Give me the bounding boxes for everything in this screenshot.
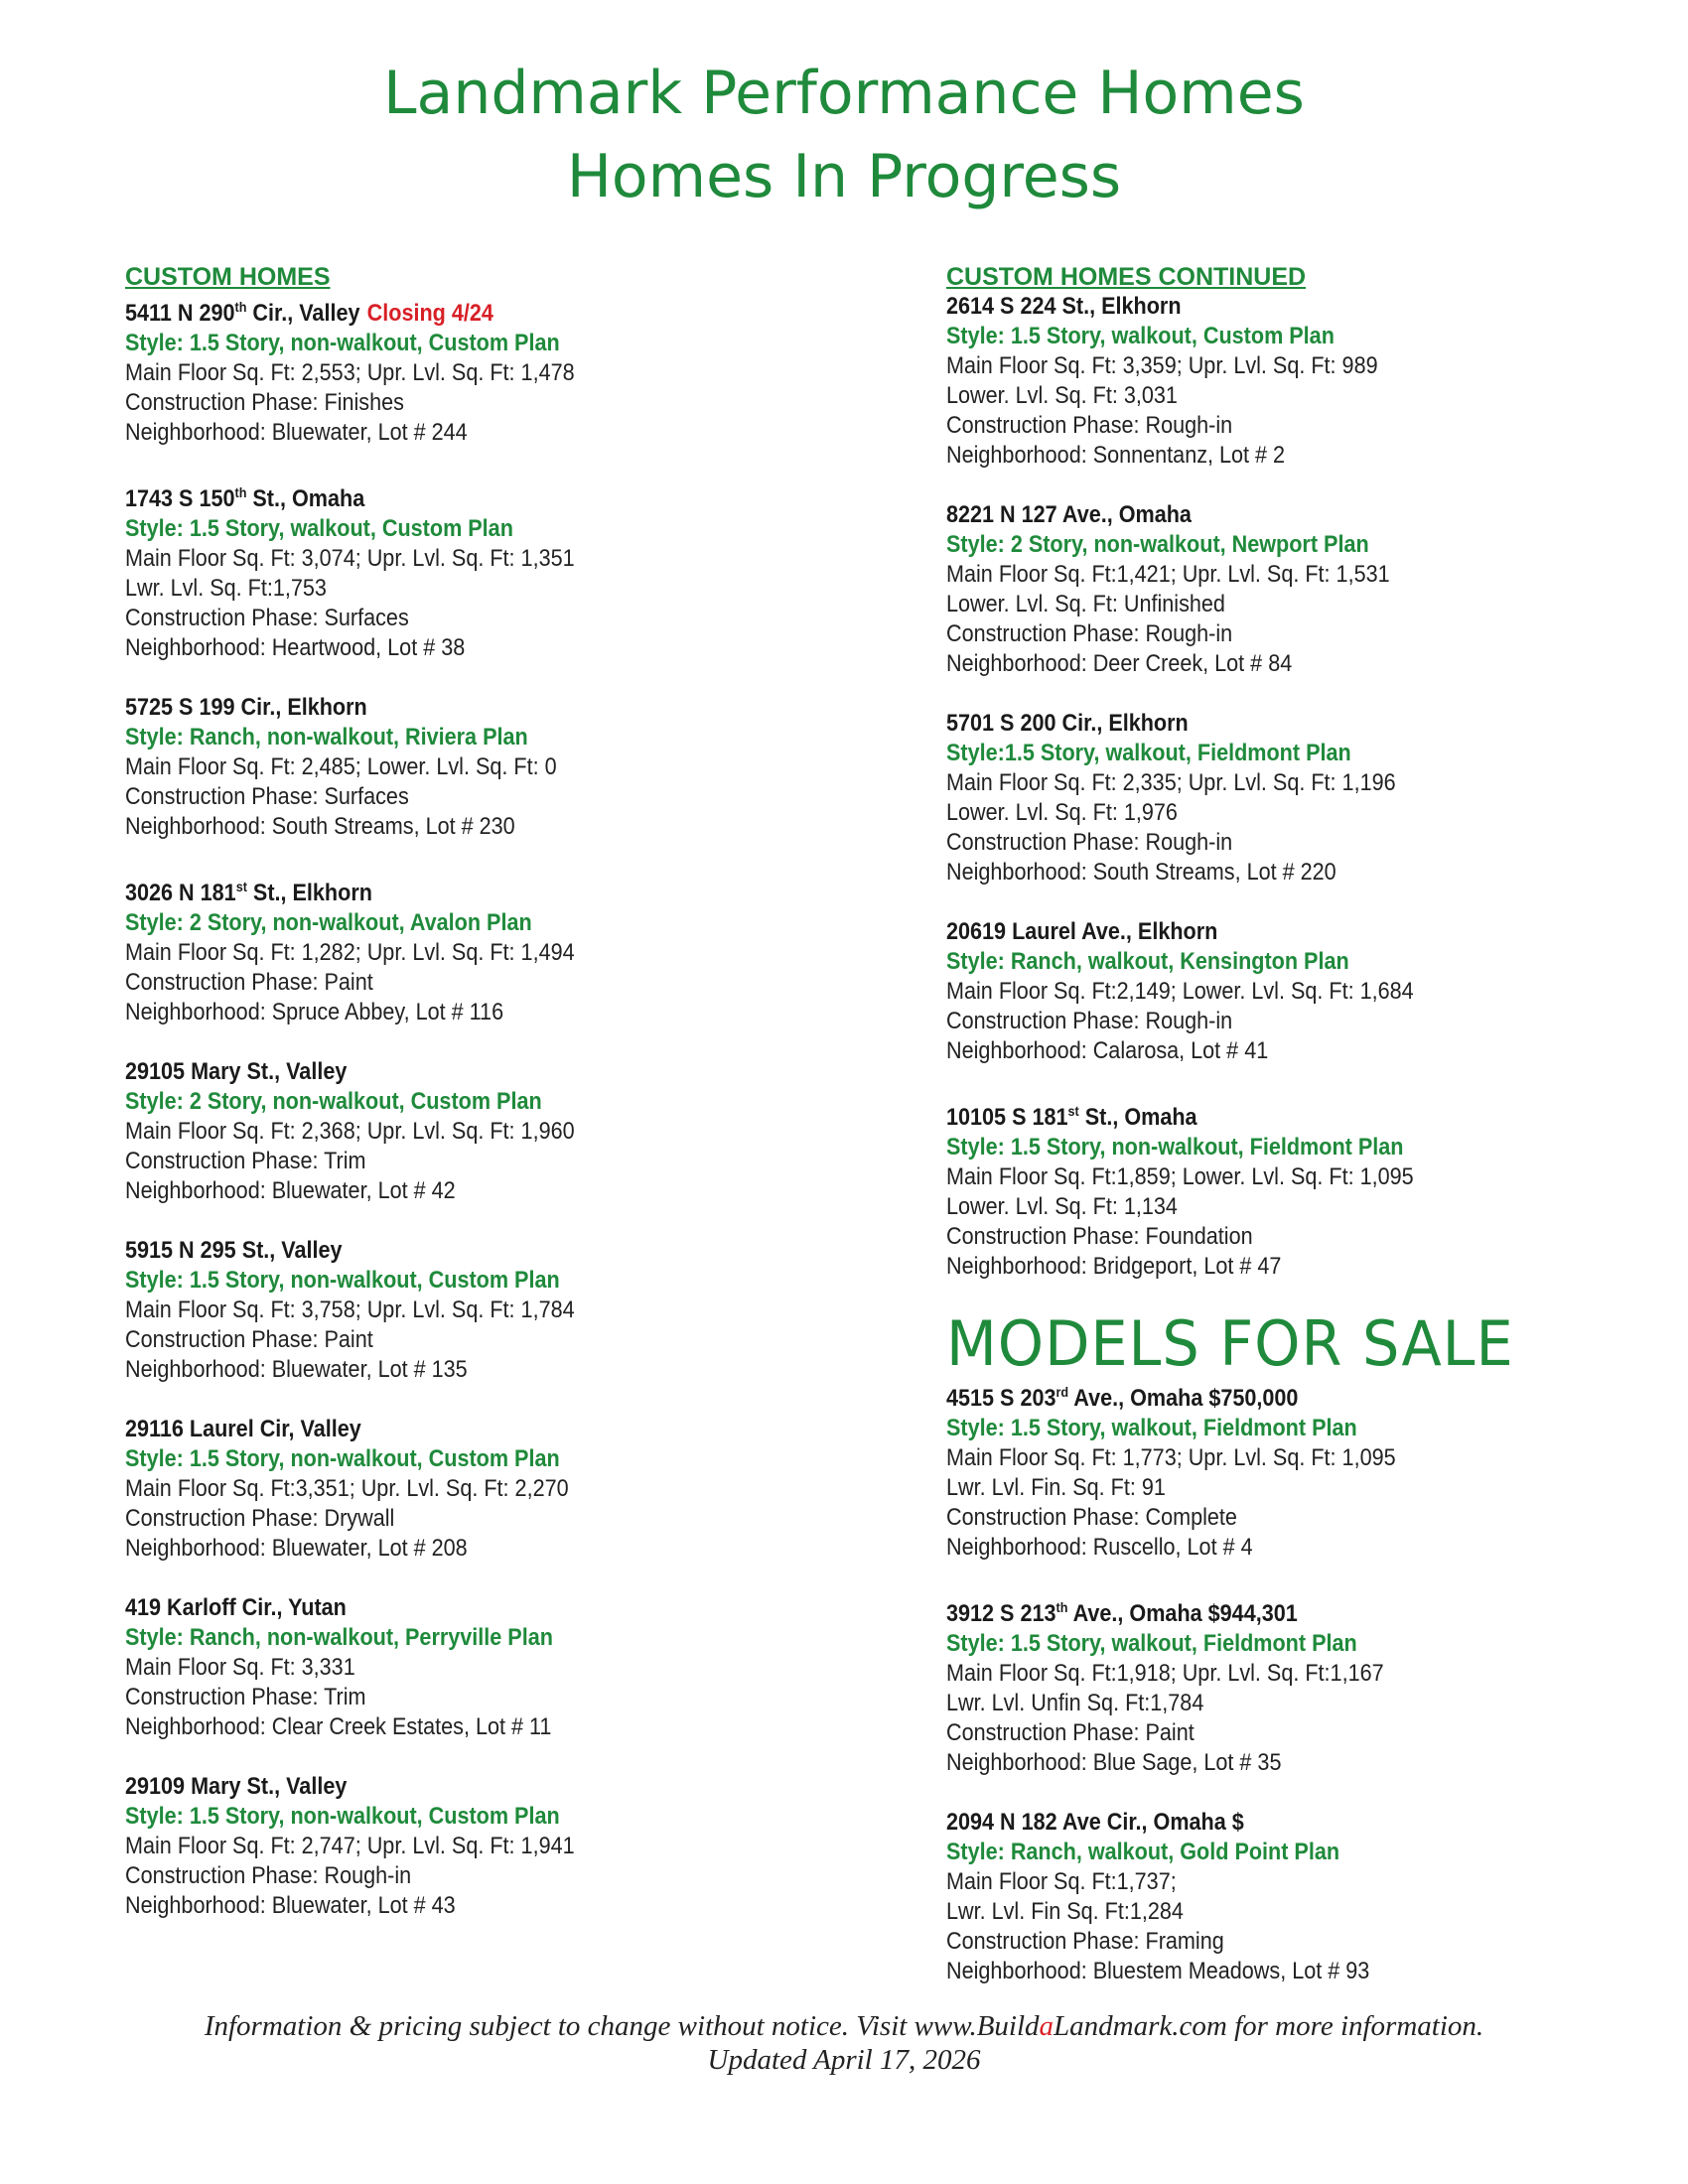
address-text: 1743 S 150	[125, 485, 235, 512]
listing-detail: Lwr. Lvl. Fin Sq. Ft:1,284	[946, 1898, 1184, 1925]
listing-detail: Main Floor Sq. Ft: 3,074; Upr. Lvl. Sq. Ft: 1,351	[125, 545, 575, 572]
company-title: Landmark Performance Homes	[383, 59, 1305, 128]
listing-detail: Main Floor Sq. Ft:1,859; Lower. Lvl. Sq. Ft: 1,095	[946, 1163, 1414, 1190]
address-text-end: Ave., Omaha $750,000	[1068, 1385, 1299, 1412]
closing-badge: Closing 4/24	[366, 300, 493, 327]
address-text: 8221 N 127 Ave., Omaha	[946, 501, 1192, 528]
listing-address	[946, 292, 1554, 322]
address-text: 5725 S 199 Cir., Elkhorn	[125, 694, 367, 721]
listing-address	[946, 500, 1554, 530]
address-text: 20619 Laurel Ave., Elkhorn	[946, 918, 1218, 945]
listing-address	[125, 1772, 804, 1802]
page-header	[0, 52, 1688, 218]
listing-detail: Neighborhood: Bluewater, Lot # 208	[125, 1535, 468, 1562]
listing-detail: Construction Phase: Framing	[946, 1928, 1224, 1955]
listing-detail: Neighborhood: Calarosa, Lot # 41	[946, 1037, 1269, 1064]
listing-entry	[125, 1772, 880, 1921]
listing-style: Style: Ranch, non-walkout, Riviera Plan	[125, 724, 528, 751]
address-ordinal: st	[1067, 1103, 1079, 1119]
listing-detail: Construction Phase: Rough-in	[946, 412, 1233, 439]
listing-detail: Main Floor Sq. Ft:1,918; Upr. Lvl. Sq. Ft:1,167	[946, 1660, 1384, 1687]
disclaimer-highlight: a	[1039, 2010, 1055, 2042]
listing-detail: Construction Phase: Trim	[125, 1684, 366, 1710]
listing-detail: Construction Phase: Rough-in	[946, 829, 1233, 856]
listing-entry	[946, 1808, 1621, 1986]
listing-detail: Construction Phase: Rough-in	[125, 1862, 412, 1889]
custom-homes-list	[125, 292, 880, 1921]
listing-detail: Construction Phase: Finishes	[125, 389, 404, 416]
address-text-end: Cir., Valley	[246, 300, 360, 327]
listing-detail: Main Floor Sq. Ft:1,737;	[946, 1868, 1177, 1895]
listing-entry	[125, 872, 880, 1027]
listing-entry	[125, 478, 880, 663]
address-text: 419 Karloff Cir., Yutan	[125, 1594, 347, 1621]
right-column	[946, 262, 1621, 2016]
custom-homes-continued-list	[946, 292, 1621, 1282]
listing-detail: Main Floor Sq. Ft: 2,553; Upr. Lvl. Sq. Ft: 1,478	[125, 359, 575, 386]
address-text-end: Ave., Omaha $944,301	[1067, 1600, 1298, 1627]
listing-detail: Construction Phase: Rough-in	[946, 1008, 1233, 1034]
listing-detail: Construction Phase: Trim	[125, 1148, 366, 1174]
listing-address	[946, 917, 1554, 947]
disclaimer	[0, 2009, 1688, 2043]
address-text: 2094 N 182 Ave Cir., Omaha $	[946, 1809, 1244, 1836]
listing-entry	[946, 1592, 1621, 1778]
address-ordinal: th	[1055, 1599, 1068, 1615]
address-text: 5411 N 290	[125, 300, 235, 327]
listing-entry	[125, 292, 880, 448]
models-for-sale-list	[946, 1377, 1621, 1986]
listing-detail: Neighborhood: Sonnentanz, Lot # 2	[946, 442, 1286, 469]
disclaimer-text-end: Landmark.com for more information.	[1054, 2010, 1484, 2042]
listing-style: Style: Ranch, walkout, Gold Point Plan	[946, 1839, 1340, 1865]
listing-style: Style: 2 Story, non-walkout, Custom Plan	[125, 1088, 542, 1115]
listing-address	[125, 1236, 804, 1266]
listing-style: Style: 1.5 Story, walkout, Custom Plan	[946, 323, 1335, 349]
listing-detail: Neighborhood: South Streams, Lot # 220	[946, 859, 1336, 886]
listing-detail: Main Floor Sq. Ft: 3,758; Upr. Lvl. Sq. Ft: 1,784	[125, 1297, 575, 1323]
listing-detail: Construction Phase: Paint	[125, 1326, 373, 1353]
listing-address	[125, 872, 804, 908]
listing-entry	[125, 1415, 880, 1564]
listing-detail: Lower. Lvl. Sq. Ft: Unfinished	[946, 591, 1225, 617]
address-ordinal: rd	[1055, 1384, 1069, 1400]
address-text: 29116 Laurel Cir, Valley	[125, 1416, 361, 1442]
listing-detail: Construction Phase: Paint	[125, 969, 373, 996]
page-title: Homes In Progress	[566, 142, 1122, 211]
listing-address	[125, 478, 804, 514]
listing-style: Style: 1.5 Story, walkout, Fieldmont Plan	[946, 1415, 1357, 1441]
listing-entry	[946, 1377, 1621, 1563]
address-text: 5701 S 200 Cir., Elkhorn	[946, 710, 1189, 737]
address-text: 5915 N 295 St., Valley	[125, 1237, 343, 1264]
listing-address	[946, 1808, 1554, 1838]
address-text: 4515 S 203	[946, 1385, 1056, 1412]
listing-detail: Construction Phase: Paint	[946, 1719, 1195, 1746]
listing-address	[125, 1593, 804, 1623]
listing-detail: Neighborhood: Bluewater, Lot # 42	[125, 1177, 456, 1204]
listing-style: Style: Ranch, non-walkout, Perryville Plan	[125, 1624, 553, 1651]
listing-detail: Main Floor Sq. Ft:1,421; Upr. Lvl. Sq. Ft: 1,531	[946, 561, 1390, 588]
listing-detail: Main Floor Sq. Ft: 1,282; Upr. Lvl. Sq. Ft: 1,494	[125, 939, 575, 966]
listing-detail: Lower. Lvl. Sq. Ft: 1,134	[946, 1193, 1178, 1220]
listing-detail: Main Floor Sq. Ft:2,149; Lower. Lvl. Sq. Ft: 1,684	[946, 978, 1414, 1005]
listing-detail: Construction Phase: Rough-in	[946, 620, 1233, 647]
address-text: 3026 N 181	[125, 880, 236, 906]
listing-detail: Main Floor Sq. Ft: 3,359; Upr. Lvl. Sq. Ft: 989	[946, 352, 1378, 379]
listing-entry	[125, 693, 880, 842]
listing-detail: Neighborhood: Spruce Abbey, Lot # 116	[125, 999, 504, 1025]
listing-style: Style: 1.5 Story, walkout, Fieldmont Plan	[946, 1630, 1357, 1657]
listing-style: Style: 1.5 Story, non-walkout, Custom Plan	[125, 1445, 560, 1472]
listing-entry	[946, 292, 1621, 471]
listing-detail: Construction Phase: Surfaces	[125, 783, 409, 810]
address-text: 29109 Mary St., Valley	[125, 1773, 348, 1800]
address-text: 2614 S 224 St., Elkhorn	[946, 293, 1182, 320]
listing-detail: Lower. Lvl. Sq. Ft: 1,976	[946, 799, 1178, 826]
address-ordinal: th	[234, 299, 247, 315]
listing-detail: Neighborhood: Clear Creek Estates, Lot # 11	[125, 1713, 552, 1740]
listing-detail: Neighborhood: Deer Creek, Lot # 84	[946, 650, 1293, 677]
listing-style: Style: 1.5 Story, non-walkout, Fieldmont Plan	[946, 1134, 1404, 1160]
custom-homes-continued-heading: CUSTOM HOMES CONTINUED	[946, 263, 1307, 291]
listing-detail: Neighborhood: Bluestem Meadows, Lot # 93	[946, 1958, 1370, 1984]
listing-detail: Neighborhood: South Streams, Lot # 230	[125, 813, 515, 840]
left-column	[125, 262, 880, 1951]
models-for-sale-heading: MODELS FOR SALE	[946, 1307, 1514, 1380]
address-text-end: St., Omaha	[1078, 1104, 1197, 1131]
listing-entry	[946, 709, 1621, 887]
listing-style: Style: 1.5 Story, walkout, Custom Plan	[125, 515, 513, 542]
listing-detail: Lwr. Lvl. Sq. Ft:1,753	[125, 575, 327, 602]
footer	[0, 2009, 1688, 2077]
listing-detail: Construction Phase: Surfaces	[125, 605, 409, 631]
listing-address	[125, 693, 804, 723]
address-text: 10105 S 181	[946, 1104, 1068, 1131]
listing-style: Style: 2 Story, non-walkout, Newport Plan	[946, 531, 1369, 558]
listing-detail: Neighborhood: Heartwood, Lot # 38	[125, 634, 466, 661]
listing-style: Style:1.5 Story, walkout, Fieldmont Plan	[946, 740, 1351, 766]
updated-date: Updated April 17, 2026	[707, 2044, 981, 2076]
listing-entry	[946, 917, 1621, 1066]
listing-address	[125, 1057, 804, 1087]
listing-style: Style: 1.5 Story, non-walkout, Custom Plan	[125, 330, 560, 356]
listing-detail: Neighborhood: Ruscello, Lot # 4	[946, 1534, 1253, 1561]
listing-address	[125, 1415, 804, 1444]
listing-detail: Construction Phase: Foundation	[946, 1223, 1253, 1250]
listing-entry	[125, 1593, 880, 1742]
listing-address	[946, 1592, 1554, 1629]
listing-style: Style: 1.5 Story, non-walkout, Custom Plan	[125, 1803, 560, 1830]
listing-detail: Neighborhood: Bluewater, Lot # 244	[125, 419, 468, 446]
listing-detail: Lwr. Lvl. Unfin Sq. Ft:1,784	[946, 1690, 1204, 1716]
listing-detail: Main Floor Sq. Ft: 2,747; Upr. Lvl. Sq. Ft: 1,941	[125, 1833, 575, 1859]
listing-detail: Main Floor Sq. Ft: 2,485; Lower. Lvl. Sq. Ft: 0	[125, 753, 557, 780]
address-ordinal: th	[234, 484, 247, 500]
listing-style: Style: Ranch, walkout, Kensington Plan	[946, 948, 1349, 975]
listing-detail: Neighborhood: Bridgeport, Lot # 47	[946, 1253, 1282, 1280]
listing-detail: Main Floor Sq. Ft: 3,331	[125, 1654, 355, 1681]
listing-detail: Lwr. Lvl. Fin. Sq. Ft: 91	[946, 1474, 1166, 1501]
listing-detail: Neighborhood: Bluewater, Lot # 135	[125, 1356, 468, 1383]
listing-detail: Main Floor Sq. Ft: 2,368; Upr. Lvl. Sq. Ft: 1,960	[125, 1118, 575, 1145]
address-ordinal: st	[235, 879, 247, 894]
listing-address	[946, 1377, 1554, 1414]
disclaimer-text: Information & pricing subject to change without notice. Visit www.Build	[204, 2010, 1040, 2042]
listing-detail: Lower. Lvl. Sq. Ft: 3,031	[946, 382, 1178, 409]
listing-address	[125, 292, 804, 329]
listing-detail: Main Floor Sq. Ft: 1,773; Upr. Lvl. Sq. Ft: 1,095	[946, 1444, 1396, 1471]
address-text: 3912 S 213	[946, 1600, 1056, 1627]
custom-homes-heading: CUSTOM HOMES	[125, 263, 331, 291]
listing-detail: Construction Phase: Drywall	[125, 1505, 395, 1532]
address-text: 29105 Mary St., Valley	[125, 1058, 348, 1085]
listing-entry	[125, 1057, 880, 1206]
listing-address	[946, 1096, 1554, 1133]
listing-detail: Neighborhood: Bluewater, Lot # 43	[125, 1892, 456, 1919]
listing-entry	[946, 1096, 1621, 1282]
listing-detail: Main Floor Sq. Ft:3,351; Upr. Lvl. Sq. Ft: 2,270	[125, 1475, 569, 1502]
address-text-end: St., Omaha	[246, 485, 365, 512]
listing-entry	[125, 1236, 880, 1385]
listing-style: Style: 1.5 Story, non-walkout, Custom Plan	[125, 1267, 560, 1294]
listing-entry	[946, 500, 1621, 679]
listing-address	[946, 709, 1554, 739]
address-text-end: St., Elkhorn	[246, 880, 372, 906]
listing-style: Style: 2 Story, non-walkout, Avalon Plan	[125, 909, 532, 936]
listing-detail: Construction Phase: Complete	[946, 1504, 1237, 1531]
listing-detail: Main Floor Sq. Ft: 2,335; Upr. Lvl. Sq. Ft: 1,196	[946, 769, 1396, 796]
listing-detail: Neighborhood: Blue Sage, Lot # 35	[946, 1749, 1282, 1776]
